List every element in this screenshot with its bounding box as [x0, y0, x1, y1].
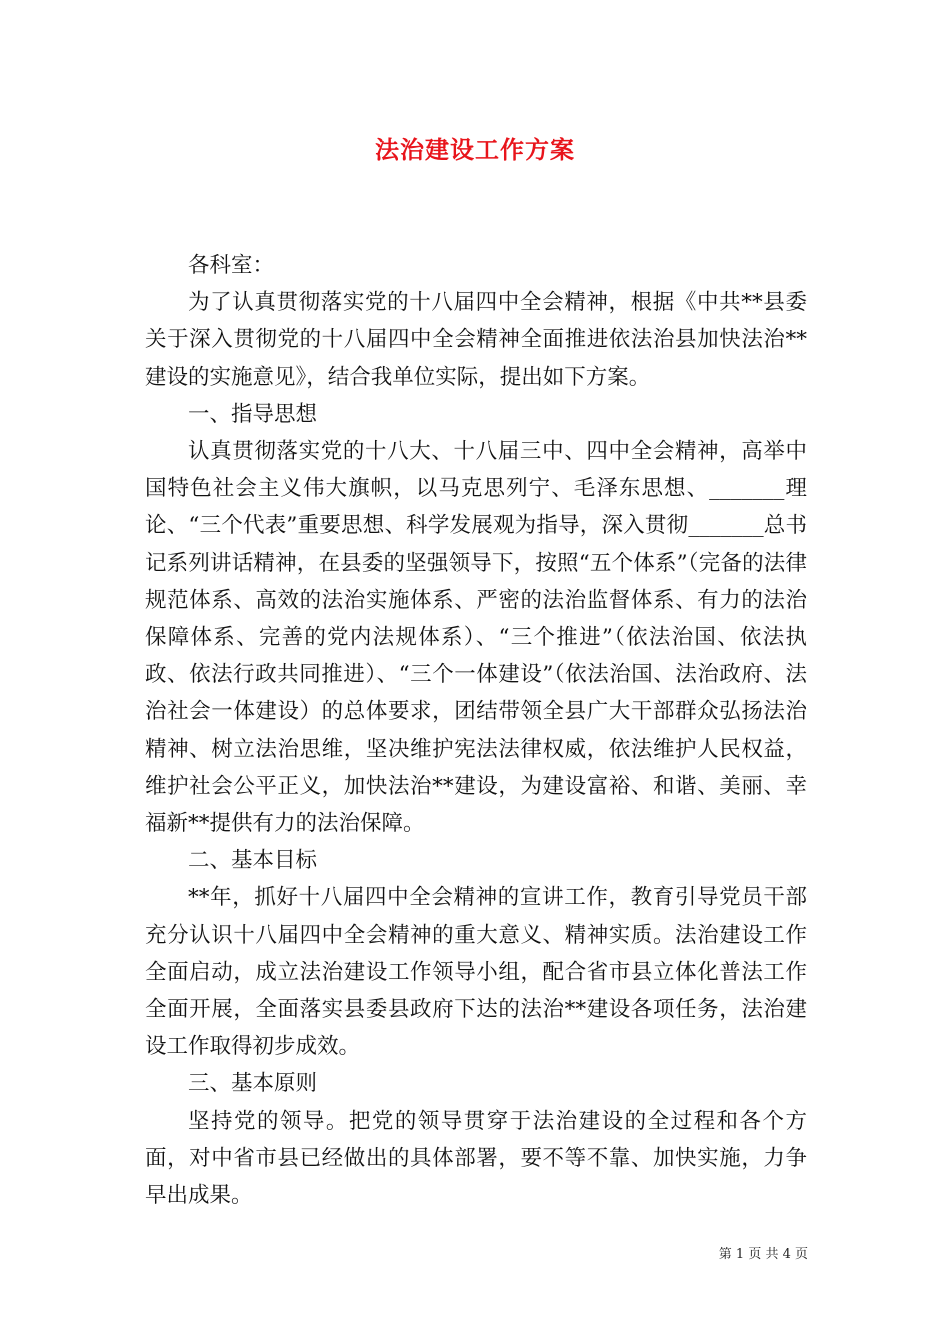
guiding-thought-paragraph: 认真贯彻落实党的十八大、十八届三中、四中全会精神，高举中国特色社会主义伟大旗帜，以马克思列宁、毛泽东思想、_______理论、“三个代表”重要思想、科学发展观为指导，深入贯彻_______总书记系列讲话精神，在县委的坚强领导下，按照“五个体系”（完备的法律规范体系、高效的法治实施体系、严密的法治监督体系、有力的法治保障体系、完善的党内法规体系）、“三个推进”（依法治国、依法执政、依法行政共同推进）、“三个一体建设”（依法治国、法治政府、法治社会一体建设）的总体要求，团结带领全县广大干部群众弘扬法治精神、树立法治思维，坚决维护宪法法律权威，依法维护人民权益，维护社会公平正义，加快法治**建设，为建设富裕、和谐、美丽、幸福新**提供有力的法治保障。	[145, 439, 807, 837]
intro-paragraph: 为了认真贯彻落实党的十八届四中全会精神，根据《中共**县委关于深入贯彻党的十八届四中全会精神全面推进依法治县加快法治**建设的实施意见》，结合我单位实际，提出如下方案。	[145, 290, 807, 390]
section-heading-guiding-thought: 一、指导思想	[188, 401, 318, 427]
section-heading-basic-principles: 三、基本原则	[188, 1071, 318, 1097]
basic-principles-paragraph: 坚持党的领导。把党的领导贯穿于法治建设的全过程和各个方面，对中省市县已经做出的具体部署，要不等不靠、加快实施，力争早出成果。	[145, 1108, 807, 1209]
salutation: 各科室：	[188, 253, 275, 278]
document-body	[145, 247, 807, 1214]
document-title: 法治建设工作方案	[375, 135, 575, 164]
section-heading-basic-goals: 二、基本目标	[188, 848, 318, 874]
basic-goals-paragraph: **年，抓好十八届四中全会精神的宣讲工作，教育引导党员干部充分认识十八届四中全会精神的重大意义、精神实质。法治建设工作全面启动，成立法治建设工作领导小组，配合省市县立体化普法工作全面开展，全面落实县委县政府下达的法治**建设各项任务，法治建设工作取得初步成效。	[145, 885, 807, 1060]
page-number: 第 1 页 共 4 页	[718, 1247, 808, 1262]
